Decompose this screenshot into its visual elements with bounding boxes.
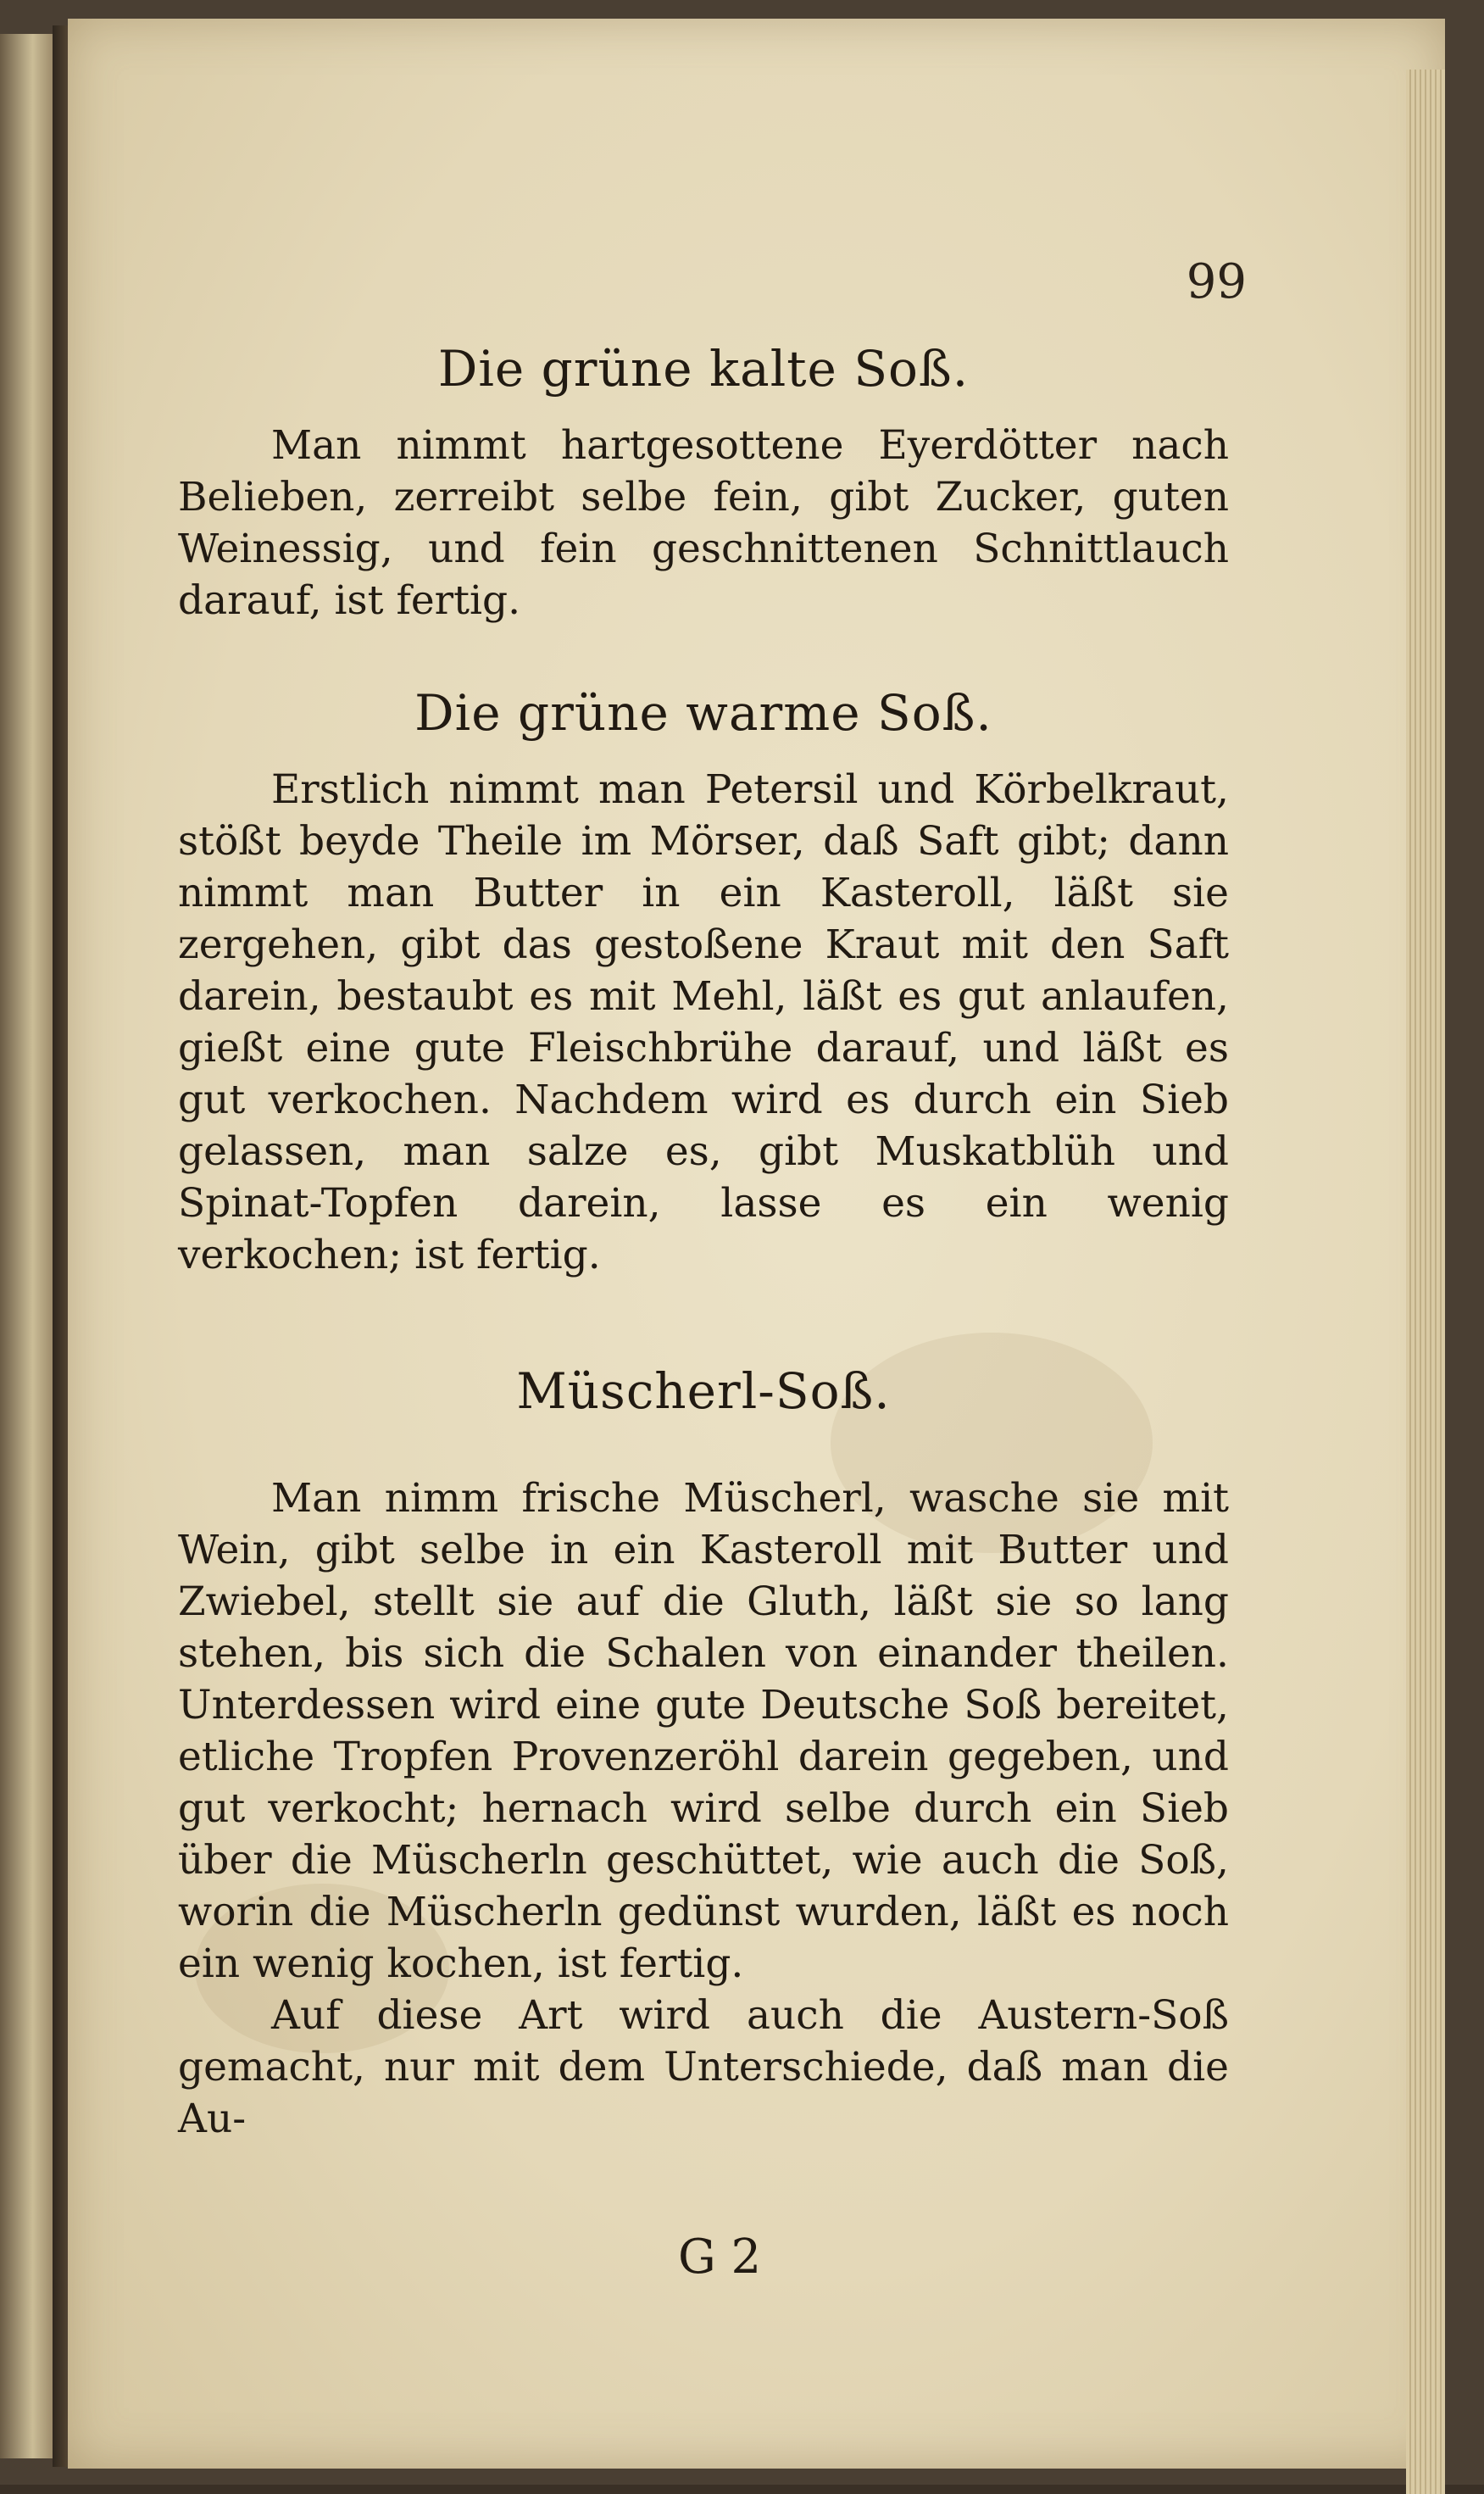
recipe-section (178, 679, 1229, 1281)
recipe-paragraph: Man nimmt hartgesottene Eyerdötter nach Belieben, zerreibt selbe fein, gibt Zucker, guten Weinessig, und fein geschnittenen Schnittlauch darauf, ist fertig. (178, 422, 1229, 624)
recipe-section (178, 1357, 1229, 2145)
recipe-paragraph: Man nimm frische Müscherl, wasche sie mit Wein, gibt selbe in ein Kasteroll mit Butter und Zwiebel, stellt sie auf die Gluth, läßt sie so lang stehen, bis sich die Schalen von einander theilen. Unterdessen wird eine gute Deutsche Soß bereitet, etliche Tropfen Provenzeröhl darein gegeben, und gut verkocht; hernach wird selbe durch ein Sieb über die Müscherln geschüttet, wie auch die Soß, worin die Müscherln gedünst wurden, läßt es noch ein wenig kochen, ist fertig. (178, 1475, 1229, 1987)
recipe-paragraph: Erstlich nimmt man Petersil und Körbelkraut, stößt beyde Theile im Mörser, daß Saft gibt; dann nimmt man Butter in ein Kasteroll, läßt sie zergehen, gibt das gestoßene Kraut mit den Saft darein, bestaubt es mit Mehl, läßt es gut anlaufen, gießt eine gute Fleischbrühe darauf, und läßt es gut verkochen. Nachdem wird es durch ein Sieb gelassen, man salze es, gibt Muskatblüh und Spinat-Topfen darein, lasse es ein wenig verkochen; ist fertig. (178, 766, 1229, 1278)
left-page-edge (0, 34, 59, 2458)
signature-mark: G 2 (678, 2230, 762, 2285)
recipe-paragraph: Auf diese Art wird auch die Austern-Soß gemacht, nur mit dem Unterschiede, daß man die Au- (178, 1992, 1229, 2142)
page-text (178, 335, 1229, 2145)
recipe-heading: Die grüne kalte Soß. (437, 340, 970, 398)
page-edges (1406, 70, 1445, 2494)
recipe-section (178, 335, 1229, 626)
recipe-heading: Müscherl-Soß. (516, 1362, 891, 1420)
recipe-heading: Die grüne warme Soß. (414, 684, 992, 742)
page-number: 99 (1186, 254, 1247, 309)
